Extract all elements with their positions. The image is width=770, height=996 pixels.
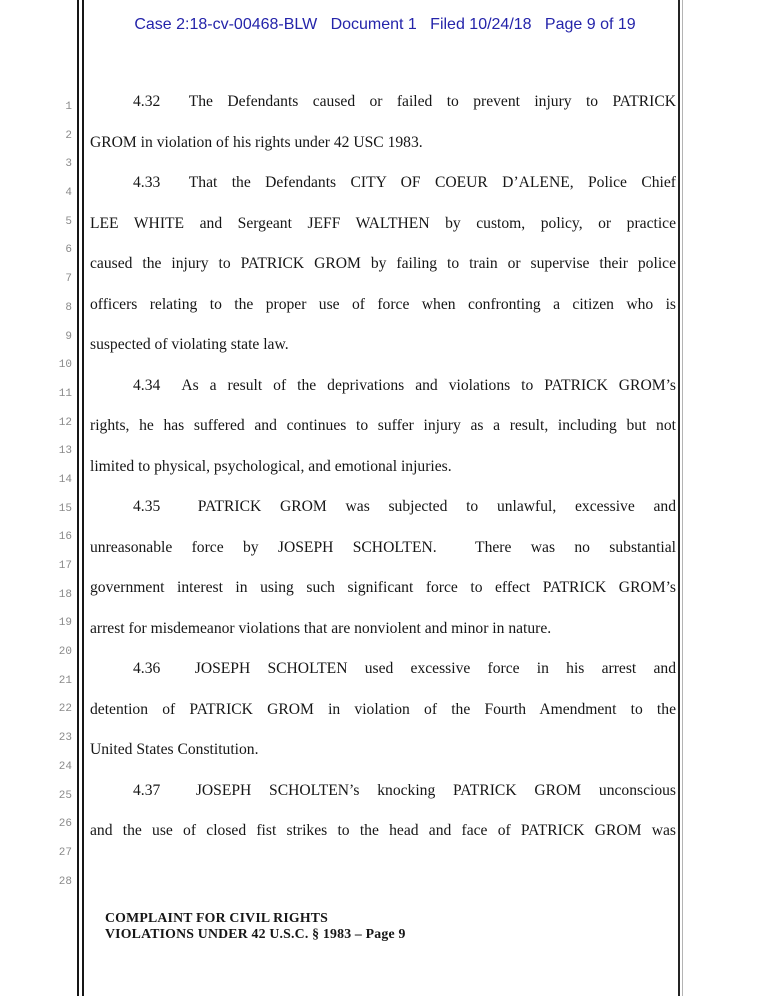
line-number: 28 (58, 875, 72, 888)
line-number: 10 (58, 359, 72, 372)
body-line: 4.36 JOSEPH SCHOLTEN used excessive force in his arrest and (133, 660, 676, 677)
body-line: 4.35 PATRICK GROM was subjected to unlawful, excessive and (133, 498, 676, 515)
line-number: 4 (65, 187, 72, 200)
body-line: GROM in violation of his rights under 42 USC 1983. (90, 133, 423, 151)
line-number: 13 (58, 445, 72, 458)
body-line: 4.34 As a result of the deprivations and violations to PATRICK GROM’s (133, 376, 676, 394)
footer-title-line-1: COMPLAINT FOR CIVIL RIGHTS (105, 910, 329, 925)
body-line: detention of PATRICK GROM in violation of the Fourth Amendment to the (90, 700, 676, 718)
line-number: 12 (58, 416, 72, 429)
body-line: arrest for misdemeanor violations that are nonviolent and minor in nature. (90, 619, 552, 637)
body-line: limited to physical, psychological, and emotional injuries. (90, 457, 452, 475)
body-line: officers relating to the proper use of force when confronting a citizen who is (90, 295, 676, 313)
right-margin-rule (678, 0, 683, 996)
line-number: 25 (58, 789, 72, 802)
body-line: government interest in using such significant force to effect PATRICK GROM’s (90, 579, 676, 596)
body-line: 4.33 That the Defendants CITY OF COEUR D’ALENE, Police Chief (133, 174, 676, 191)
line-number: 9 (65, 330, 72, 343)
line-number: 18 (58, 588, 72, 601)
body-line: rights, he has suffered and continues to suffer injury as a result, including but not (90, 417, 676, 434)
body-line: 4.32 The Defendants caused or failed to prevent injury to PATRICK (133, 93, 676, 110)
body-line: United States Constitution. (90, 741, 259, 758)
line-number: 6 (65, 244, 72, 257)
line-number: 16 (58, 531, 72, 544)
body-line: 4.37 JOSEPH SCHOLTEN’s knocking PATRICK GROM unconscious (133, 781, 676, 799)
body-line: unreasonable force by JOSEPH SCHOLTEN. There was no substantial (90, 538, 676, 556)
line-number: 23 (58, 732, 72, 745)
line-number: 19 (58, 617, 72, 630)
case-stamp: Case 2:18-cv-00468-BLW Document 1 Filed 10/24/18 Page 9 of 19 (134, 16, 636, 33)
line-number: 8 (65, 301, 72, 314)
body-line: suspected of violating state law. (90, 336, 289, 353)
left-double-rule (77, 0, 84, 996)
line-number: 21 (58, 674, 72, 687)
line-number: 17 (58, 560, 72, 572)
line-number: 2 (65, 129, 72, 142)
body-line: caused the injury to PATRICK GROM by failing to train or supervise their police (90, 255, 676, 272)
line-number: 14 (58, 473, 72, 486)
body-line: LEE WHITE and Sergeant JEFF WALTHEN by custom, policy, or practice (90, 214, 676, 232)
body-line: and the use of closed fist strikes to the head and face of PATRICK GROM was (90, 822, 676, 839)
line-number: 11 (58, 387, 72, 400)
line-number: 24 (58, 760, 72, 773)
document-footer (105, 910, 406, 941)
line-number: 1 (65, 101, 72, 113)
line-number: 20 (58, 646, 72, 659)
footer-title-line-2: VIOLATIONS UNDER 42 U.S.C. § 1983 – Page 9 (105, 925, 406, 941)
line-number: 3 (65, 158, 72, 171)
line-number: 27 (58, 846, 72, 859)
line-number: 5 (65, 215, 72, 228)
line-number-column (36, 93, 72, 896)
line-number: 22 (58, 703, 72, 716)
line-number: 7 (65, 273, 72, 286)
line-number: 26 (58, 818, 72, 831)
complaint-body (90, 82, 676, 852)
line-number: 15 (58, 502, 72, 515)
